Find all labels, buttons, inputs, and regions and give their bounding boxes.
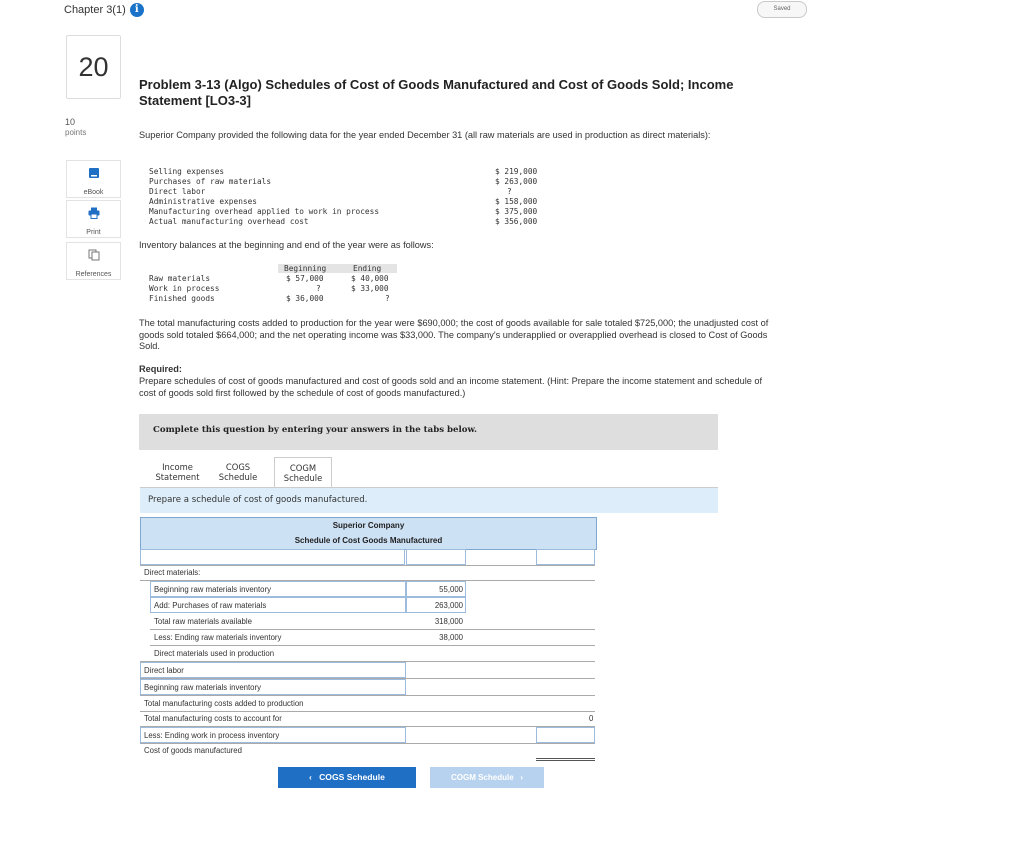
sidebar-item-references[interactable] (66, 242, 121, 280)
schedule-row-label: Less: Ending raw materials inventory (154, 633, 282, 642)
data-label: Administrative expenses (149, 197, 257, 206)
schedule-input-label[interactable] (140, 549, 405, 565)
schedule-company: Superior Company (332, 521, 405, 530)
inventory-label: Finished goods (149, 294, 215, 303)
data-value: $ 356,000 (495, 217, 538, 226)
schedule-row-label: Cost of goods manufactured (144, 746, 242, 755)
data-value: ? (507, 187, 512, 196)
schedule-row-label: Beginning raw materials inventory (154, 585, 272, 594)
sidebar-item-label: Print (86, 229, 101, 236)
problem-intro: Superior Company provided the following data for the year ended December 31 (all raw materials are used in production as direct materials): (139, 130, 711, 140)
tab-label-line1: COGS (225, 462, 251, 472)
chevron-left-icon: ‹ (309, 772, 312, 782)
tab-income-statement[interactable] (149, 457, 206, 487)
tab-label-line2: Schedule (218, 472, 258, 482)
inventory-beginning: ? (316, 284, 321, 293)
final-total-underline (536, 744, 595, 761)
schedule-row-label: Direct materials: (144, 568, 201, 577)
points-label: points (65, 128, 87, 137)
tab-cogs-schedule[interactable] (210, 457, 266, 487)
schedule-row-label: Total manufacturing costs added to production (144, 699, 304, 708)
schedule-input-total[interactable] (536, 727, 595, 743)
tab-cogm-schedule[interactable] (274, 457, 332, 488)
data-label: Selling expenses (149, 167, 225, 176)
inventory-label: Work in process (149, 284, 220, 293)
schedule-amount: 318,000 (434, 617, 463, 626)
schedule-title: Schedule of Cost Goods Manufactured (294, 536, 443, 545)
schedule-row-label: Total manufacturing costs to account for (144, 714, 282, 723)
schedule-row-label: Direct labor (144, 666, 184, 675)
schedule-row-label: Total raw materials available (154, 617, 252, 626)
sidebar-item-label: eBook (83, 189, 104, 196)
book-icon (88, 167, 100, 179)
data-value: $ 263,000 (495, 177, 538, 186)
sidebar-item-print[interactable] (66, 200, 121, 238)
printer-icon (88, 207, 100, 219)
row-divider (140, 565, 595, 566)
row-divider (140, 711, 595, 712)
inventory-header-beginning: Beginning (284, 264, 327, 273)
instruction-bar (140, 488, 718, 513)
prev-tab-label: COGS Schedule (319, 772, 385, 782)
schedule-row-label: Add: Purchases of raw materials (154, 601, 267, 610)
data-label: Manufacturing overhead applied to work in process (149, 207, 380, 216)
schedule-input-amount[interactable] (406, 549, 466, 565)
next-tab-button[interactable] (430, 767, 544, 788)
data-value: $ 219,000 (495, 167, 538, 176)
schedule-amount: 55,000 (439, 585, 463, 594)
tab-label-line2: Statement (155, 472, 200, 482)
schedule-header (140, 517, 597, 550)
info-icon[interactable]: i (130, 3, 144, 17)
inventory-ending: $ 40,000 (351, 274, 389, 283)
inventory-ending: ? (385, 294, 390, 303)
tab-label-line2: Schedule (283, 473, 323, 483)
complete-question-text: Complete this question by entering your answers in the tabs below. (153, 425, 478, 435)
instruction-text: Prepare a schedule of cost of goods manufactured. (148, 495, 368, 505)
question-number: 20 (66, 35, 121, 99)
row-divider (140, 695, 595, 696)
row-divider (150, 645, 595, 646)
next-tab-label: COGM Schedule (450, 773, 514, 782)
tab-label-line1: COGM (289, 463, 317, 473)
chapter-title (64, 3, 144, 17)
required-label: Required: (139, 364, 182, 374)
chevron-right-icon: › (520, 773, 524, 782)
inventory-beginning: $ 36,000 (286, 294, 324, 303)
sidebar-item-ebook[interactable] (66, 160, 121, 198)
inventory-beginning: $ 57,000 (286, 274, 324, 283)
tab-label-line1: Income (162, 462, 193, 472)
prev-tab-button[interactable] (278, 767, 416, 788)
data-value: $ 158,000 (495, 197, 538, 206)
data-value: $ 375,000 (495, 207, 538, 216)
points-value: 10 (65, 117, 76, 127)
inventory-label: Raw materials (149, 274, 211, 283)
row-divider (140, 743, 595, 744)
required-text: Prepare schedules of cost of goods manufactured and cost of goods sold and an income statement. (Hint: Prepare the income statement and schedule of cost of goods sold first followed by the schedule of cost of goods manufactured.) (139, 376, 763, 398)
chapter-label: Chapter 3(1) (64, 4, 126, 16)
data-label: Direct labor (149, 187, 206, 196)
saved-badge: Saved (757, 1, 807, 18)
data-label: Purchases of raw materials (149, 177, 272, 186)
schedule-row-label: Less: Ending work in process inventory (144, 731, 280, 740)
sidebar-item-label: References (75, 271, 112, 278)
row-divider (150, 629, 595, 630)
references-icon (88, 249, 100, 261)
schedule-total: 0 (589, 714, 594, 723)
schedule-input-total[interactable] (536, 549, 595, 565)
schedule-row-label: Direct materials used in production (154, 649, 275, 658)
schedule-amount: 38,000 (439, 633, 463, 642)
schedule-row-label: Beginning raw materials inventory (144, 683, 262, 692)
inventory-header-ending: Ending (353, 264, 382, 273)
data-label: Actual manufacturing overhead cost (149, 217, 309, 226)
inventory-intro: Inventory balances at the beginning and end of the year were as follows: (139, 240, 434, 250)
problem-title: Problem 3-13 (Algo) Schedules of Cost of Goods Manufactured and Cost of Goods Sold; Income Statement [LO3-3] (139, 77, 734, 108)
schedule-amount: 263,000 (434, 601, 463, 610)
problem-summary: The total manufacturing costs added to production for the year were $690,000; the cost of goods available for sale totaled $725,000; the unadjusted cost of goods sold totaled $664,000; and the net operating income was $33,000. The company's underapplied or overapplied overhead is closed to Cost of Goods Sold. (139, 318, 769, 351)
inventory-ending: $ 33,000 (351, 284, 389, 293)
complete-question-banner (139, 414, 718, 450)
